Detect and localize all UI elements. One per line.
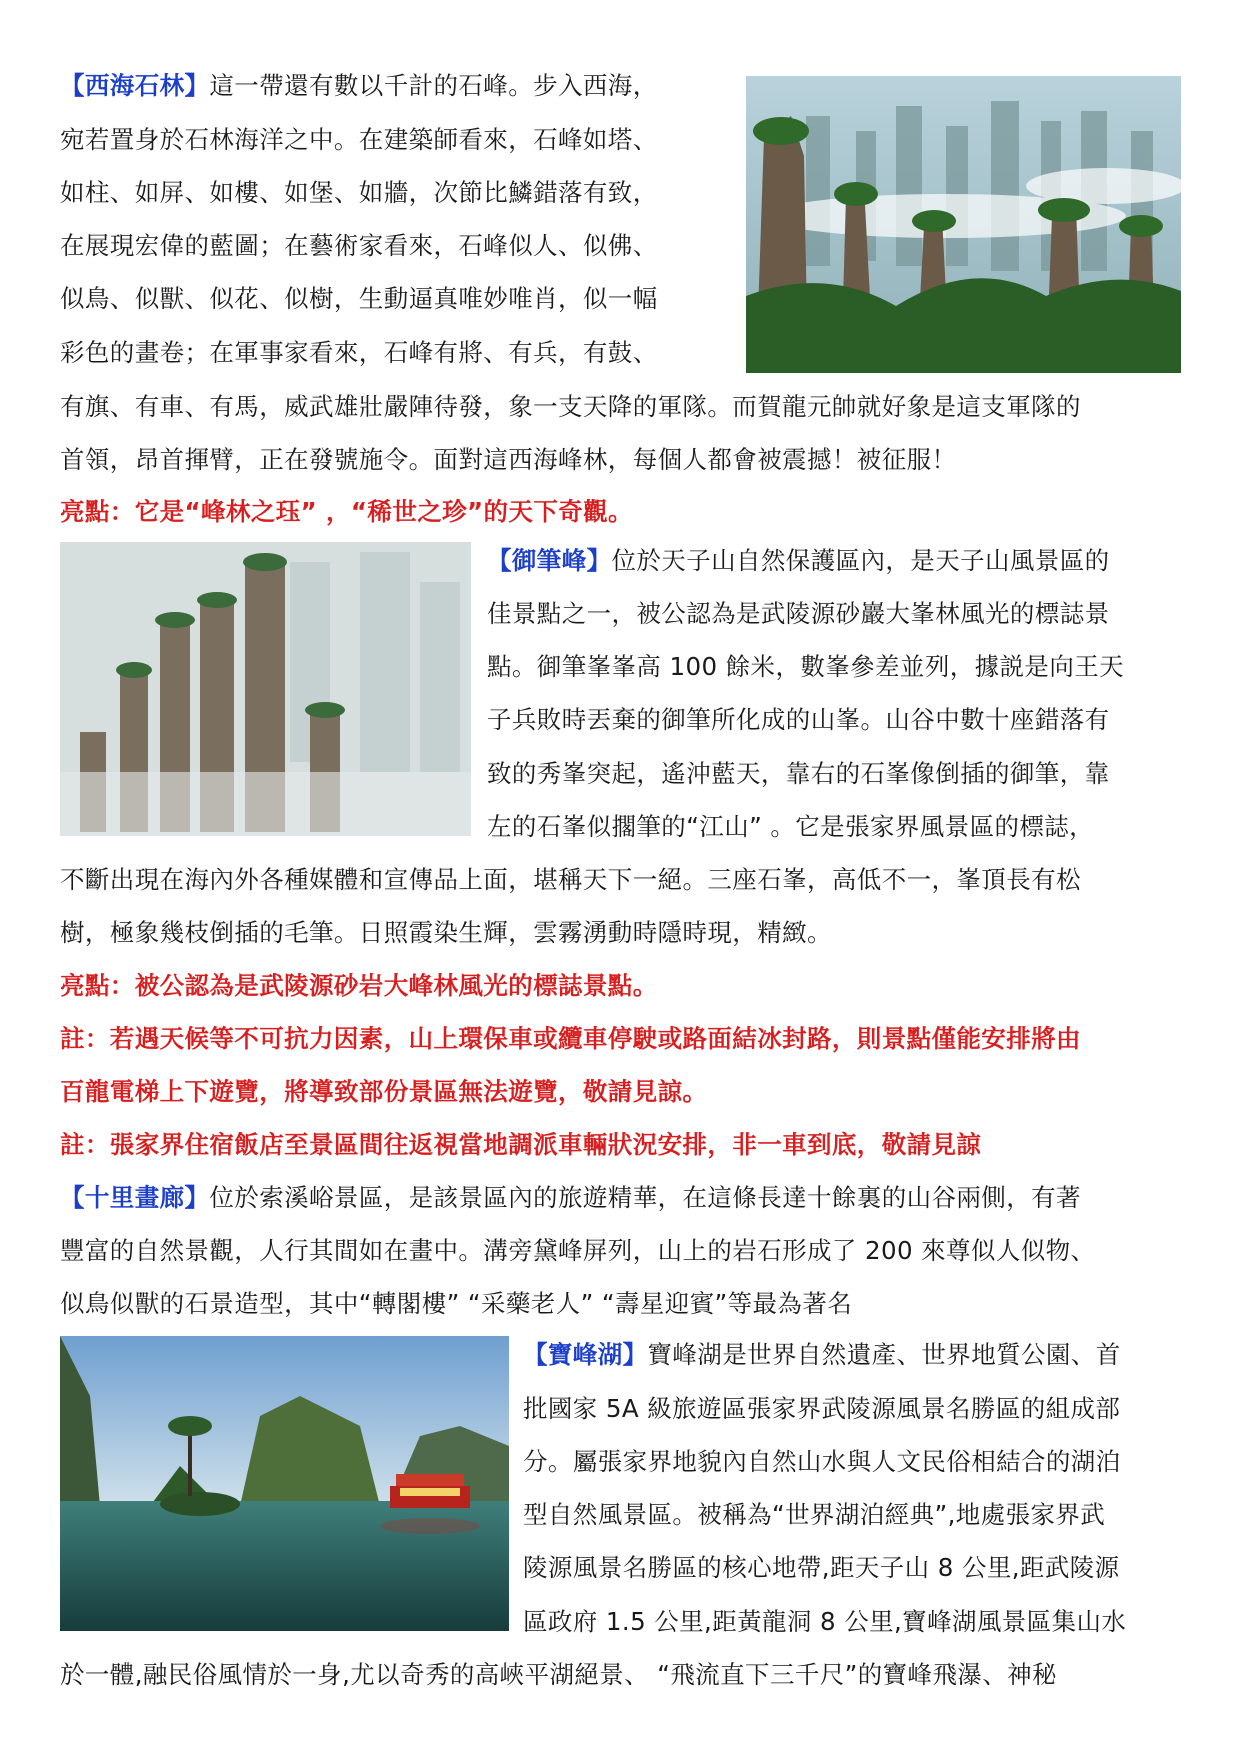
- xihai-line-2: 宛若置身於石林海洋之中。在建築師看來，石峰如塔、: [60, 125, 658, 154]
- xihai-line-4: 在展現宏偉的藍圖；在藝術家看來，石峰似人、似佛、: [60, 231, 658, 260]
- shili-line-2: 豐富的自然景觀，人行其間如在畫中。溝旁黛峰屏列，山上的岩石形成了 200 來尊似人似物、: [60, 1236, 1096, 1265]
- baofeng-title: 【寶峰湖】: [523, 1340, 648, 1369]
- shili-line-3: 似鳥似獸的石景造型，其中“轉閣樓” “采藥老人” “壽星迎賓”等最為著名: [60, 1289, 853, 1318]
- xihai-title: 【西海石林】: [60, 71, 210, 100]
- xihai-line-7: 有旗、有車、有馬，威武雄壯嚴陣待發，象一支天降的軍隊。而賀龍元帥就好象是這支軍隊的: [60, 392, 1081, 421]
- yubi-line-2: 佳景點之一，被公認為是武陵源砂巖大峯林風光的標誌景: [487, 599, 1110, 628]
- baofeng-line-7: 於一體,融民俗風情於一身,尤以奇秀的高峽平湖絕景、 “飛流直下三千尺”的寶峰飛瀑、神秘: [60, 1660, 1057, 1689]
- xihai-line-5: 似鳥、似獸、似花、似樹，生動逼真唯妙唯肖，似一幅: [60, 284, 658, 313]
- xihai-line-3: 如柱、如屏、如樓、如堡、如牆，次節比鱗錯落有致，: [60, 178, 658, 207]
- yubi-line-8: 樹，極象幾枝倒插的毛筆。日照霞染生輝，雲霧湧動時隱時現，精緻。: [60, 918, 832, 947]
- xihai-highlight: 亮點：它是“峰林之珏” ，“稀世之珍”的天下奇觀。: [60, 497, 633, 526]
- baofeng-line-5: 陵源風景名勝區的核心地帶,距天子山 8 公里,距武陵源: [523, 1553, 1120, 1582]
- baofeng-line-3: 分。屬張家界地貌內自然山水與人文民俗相結合的湖泊: [523, 1447, 1121, 1476]
- xihai-stone-forest-photo: [746, 76, 1181, 373]
- shili-line-1: 【十里畫廊】位於索溪峪景區，是該景區內的旅遊精華，在這條長達十餘裏的山谷兩側，有著: [60, 1183, 1081, 1212]
- note-weather-1: 註：若遇天候等不可抗力因素，山上環保車或纜車停駛或路面結冰封路，則景點僅能安排將由: [60, 1024, 1081, 1053]
- baofeng-line-2: 批國家 5A 級旅遊區張家界武陵源風景名勝區的組成部: [523, 1394, 1121, 1423]
- xihai-line-6: 彩色的畫卷；在軍事家看來，石峰有將、有兵，有鼓、: [60, 338, 658, 367]
- yubi-line-7: 不斷出現在海內外各種媒體和宣傳品上面，堪稱天下一絕。三座石峯，高低不一，峯頂長有松: [60, 865, 1081, 894]
- yubi-line-4: 子兵敗時丟棄的御筆所化成的山峯。山谷中數十座錯落有: [487, 705, 1110, 734]
- xihai-line-8: 首領，昂首揮臂，正在發號施令。面對這西海峰林，每個人都會被震撼！被征服！: [60, 445, 957, 474]
- baofeng-line-1: 【寶峰湖】寶峰湖是世界自然遺產、世界地質公園、首: [523, 1340, 1121, 1369]
- note-weather-2: 百龍電梯上下遊覽，將導致部份景區無法遊覽，敬請見諒。: [60, 1077, 708, 1106]
- baofeng-line-4: 型自然風景區。被稱為“世界湖泊經典”,地處張家界武: [523, 1500, 1106, 1529]
- yubi-line-3: 點。御筆峯峯高 100 餘米，數峯參差並列，據説是向王天: [487, 652, 1125, 681]
- yubi-line-1: 【御筆峰】位於天子山自然保護區內，是天子山風景區的: [487, 546, 1110, 575]
- baofeng-line-6: 區政府 1.5 公里,距黃龍洞 8 公里,寶峰湖風景區集山水: [523, 1607, 1127, 1636]
- xihai-line-1: 【西海石林】這一帶還有數以千計的石峰。步入西海，: [60, 71, 658, 100]
- yubi-line-5: 致的秀峯突起，遙沖藍天，靠右的石峯像倒插的御筆，靠: [487, 759, 1110, 788]
- yubi-title: 【御筆峰】: [487, 546, 612, 575]
- shili-title: 【十里畫廊】: [60, 1183, 210, 1212]
- yubi-peak-photo: [60, 542, 471, 836]
- yubi-line-6: 左的石峯似擱筆的“江山” 。它是張家界風景區的標誌，: [487, 812, 1095, 841]
- note-transport: 註：張家界住宿飯店至景區間往返視當地調派車輛狀況安排，非一車到底，敬請見諒: [60, 1130, 982, 1159]
- baofeng-lake-photo: [60, 1336, 509, 1631]
- yubi-highlight: 亮點：被公認為是武陵源砂岩大峰林風光的標誌景點。: [60, 971, 658, 1000]
